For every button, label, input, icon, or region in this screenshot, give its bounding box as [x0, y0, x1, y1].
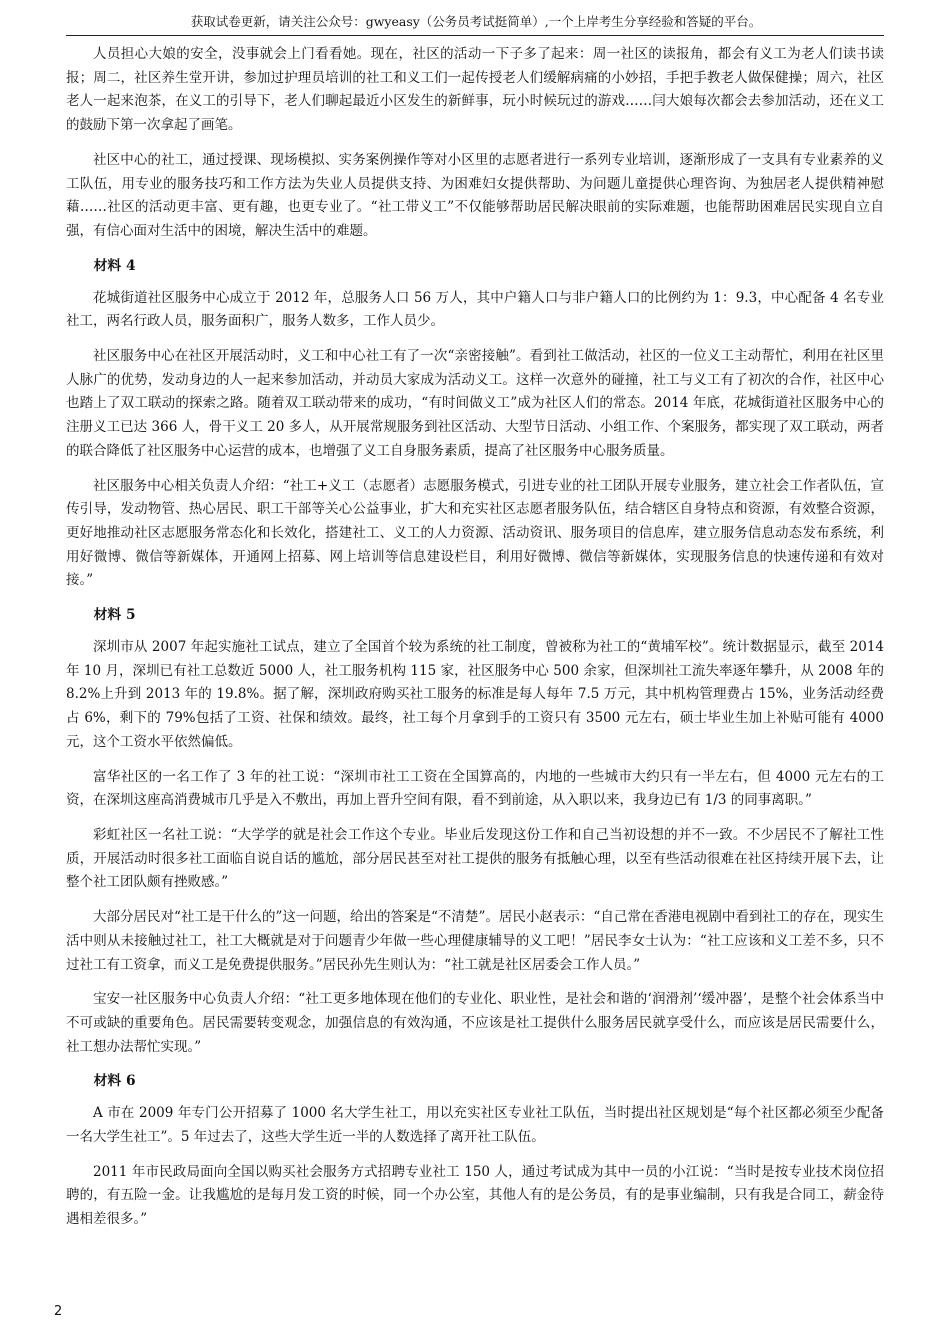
paragraph: A 市在 2009 年专门公开招募了 1000 名大学生社工，用以充实社区专业社工队伍，当时提出社区规划是“每个社区都必须至少配备一名大学生社工”。5 年过去了，这些大学生近一半的人数选择了离开社工队伍。	[66, 1105, 884, 1146]
paragraph: 花城街道社区服务中心成立于 2012 年，总服务人口 56 万人，其中户籍人口与非户籍人口的比例约为 1：9.3，中心配备 4 名专业社工，两名行政人员，服务面积广，服务人数多，工作人员少。	[66, 289, 884, 330]
paragraph: 彩虹社区一名社工说：“大学学的就是社会工作这个专业。毕业后发现这份工作和自己当初设想的并不一致。不少居民不了解社工性质，开展活动时很多社工面临自说自话的尴尬，部分居民甚至对社工提供的服务有抵触心理，以至有些活动很难在社区持续开展下去，让整个社工团队颇有挫败感。”	[66, 826, 884, 891]
document-body	[66, 43, 884, 1243]
paragraph: 大部分居民对“社工是干什么的”这一问题，给出的答案是“不清楚”。居民小赵表示：“自己常在香港电视剧中看到社工的存在，现实生活中则从未接触过社工，社工大概就是对于问题青少年做一些心理健康辅导的义工吧！”居民李女士认为：“社工应该和义工差不多，只不过社工有工资拿，而义工是免费提供服务。”居民孙先生则认为：“社工就是社区居委会工作人员。”	[66, 909, 884, 973]
page-number: 2	[54, 1304, 63, 1319]
section-heading-material-4: 材料 4	[93, 257, 136, 274]
paragraph: 2011 年市民政局面向全国以购买社会服务方式招聘专业社工 150 人，通过考试成为其中一员的小江说：“当时是按专业技术岗位招聘的，有五险一金。让我尴尬的是每月发工资的时候，同一个办公室，其他人有的是公务员，有的是事业编制，只有我是合同工，薪金待遇相差很多。”	[66, 1163, 884, 1228]
paragraph: 社区服务中心在社区开展活动时，义工和中心社工有了一次“亲密接触”。看到社工做活动，社区的一位义工主动帮忙，利用在社区里人脉广的优势，发动身边的人一起来参加活动，并动员大家成为活动义工。这样一次意外的碰撞，社工与义工有了初次的合作，社区中心也踏上了双工联动的探索之路。随着双工联动带来的成功，“有时间做义工”成为社区人们的常态。2014 年底，花城街道社区服务中心的注册义工已达 366 人，骨干义工 20 多人，从开展常规服务到社区活动、大型节日活动、小组工作、个案服务，都实现了双工联动，两者的联合降低了社区服务中心运营的成本，也增强了义工自身服务素质，提高了社区服务中心服务质量。	[66, 348, 884, 459]
paragraph: 富华社区的一名工作了 3 年的社工说：“深圳市社工工资在全国算高的，内地的一些城市大约只有一半左右，但 4000 元左右的工资，在深圳这座高消费城市几乎是入不敷出，再加上晋升空间有限，看不到前途，从入职以来，我身边已有 1/3 的同事离职。”	[66, 768, 884, 809]
paragraph: 深圳市从 2007 年起实施社工试点，建立了全国首个较为系统的社工制度，曾被称为社工的“黄埔军校”。统计数据显示，截至 2014 年 10 月，深圳已有社工总数近 5000 人，社工服务机构 115 家，社区服务中心 500 余家，但深圳社工流失率逐年攀升，从 2008 年的 8.2%上升到 2013 年的 19.8%。据了解，深圳政府购买社工服务的标准是每人每年 7.5 万元，其中机构管理费占 15%，业务活动经费占 6%，剩下的 79%包括了工资、社保和绩效。最终，社工每个月拿到手的工资只有 3500 元左右，硕士毕业生加上补贴可能有 4000 元，这个工资水平依然偏低。	[66, 639, 884, 750]
paragraph: 社区服务中心相关负责人介绍：“社工+义工（志愿者）志愿服务模式，引进专业的社工团队开展专业服务，建立社会工作者队伍，宣传引导，发动物管、热心居民、职工干部等关心公益事业，扩大和充实社区志愿者服务队伍，结合辖区自身特点和资源，有效整合资源，更好地推动社区志愿服务常态化和长效化，搭建社工、义工的人力资源、活动资讯、服务项目的信息库，建立服务信息动态发布系统，利用好微博、微信等新媒体，开通网上招募、网上培训等信息建设栏目，利用好微博、微信等新媒体，实现服务信息的快速传递和有效对接。”	[66, 477, 884, 589]
page-header: 获取试卷更新，请关注公众号：gwyeasy（公务员考试挺简单）,一个上岸考生分享经验和答疑的平台。	[190, 14, 762, 29]
paragraph: 宝安一社区服务中心负责人介绍：“社工更多地体现在他们的专业化、职业性，是社会和谐的‘润滑剂’‘缓冲器’，是整个社会体系当中不可或缺的重要角色。居民需要转变观念，加强信息的有效沟通，不应该是社工提供什么服务居民就享受什么，而应该是居民需要什么，社工想办法帮忙实现。”	[66, 991, 884, 1055]
header-divider	[66, 35, 884, 36]
section-heading-material-5: 材料 5	[93, 607, 136, 624]
paragraph: 人员担心大娘的安全，没事就会上门看看她。现在，社区的活动一下子多了起来：周一社区的读报角，都会有义工为老人们读书读报；周二，社区养生堂开讲，参加过护理员培训的社工和义工们一起传授老人们缓解病痛的小妙招，手把手教老人做保健操；周六，社区老人一起来泡茶，在义工的引导下，老人们聊起最近小区发生的新鲜事，玩小时候玩过的游戏……闫大娘每次都会去参加活动，还在义工的鼓励下第一次拿起了画笔。	[66, 46, 884, 134]
paragraph: 社区中心的社工，通过授课、现场模拟、实务案例操作等对小区里的志愿者进行一系列专业培训，逐渐形成了一支具有专业素养的义工队伍，用专业的服务技巧和工作方法为失业人员提供支持、为困难妇女提供帮助、为问题儿童提供心理咨询、为独居老人提供精神慰藉……社区的活动更丰富、更有趣，也更专业了。“社工带义工”不仅能够帮助居民解决眼前的实际难题，也能帮助困难居民实现自立自强，有信心面对生活中的困境，解决生活中的难题。	[66, 151, 884, 239]
section-heading-material-6: 材料 6	[93, 1073, 136, 1090]
